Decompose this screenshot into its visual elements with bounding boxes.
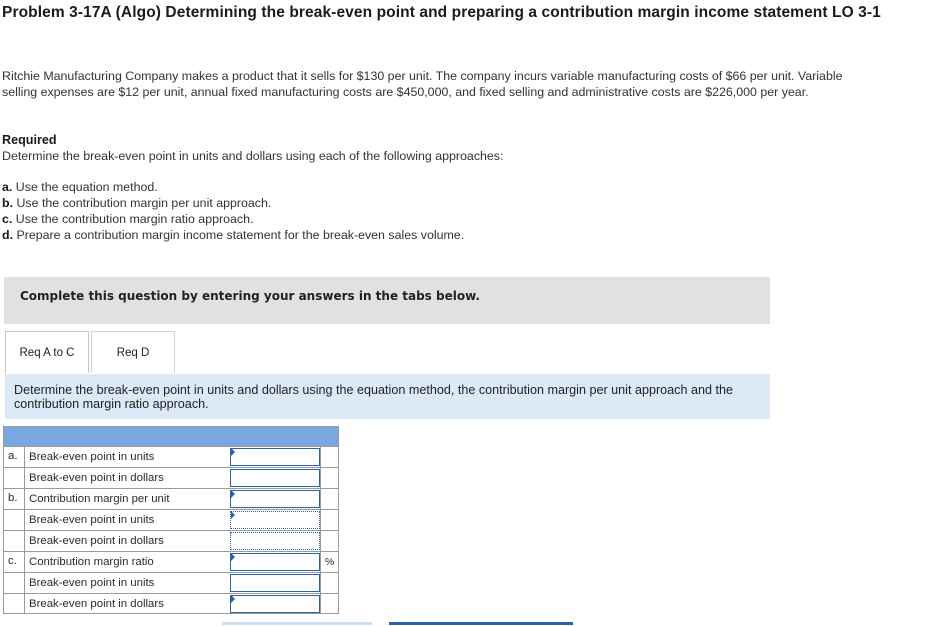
row-label: Break-even point in units — [24, 573, 230, 593]
input-marker-icon — [231, 490, 235, 498]
table-row — [4, 593, 338, 614]
row-label: Contribution margin per unit — [24, 489, 230, 509]
tab-req-d[interactable]: Req D — [91, 331, 175, 373]
table-header — [4, 427, 338, 446]
required-heading: Required — [2, 133, 57, 147]
row-label: Break-even point in dollars — [24, 531, 230, 551]
breakeven-dollars-ratio-input[interactable] — [230, 595, 320, 613]
requirement-d: d. Prepare a contribution margin income statement for the break-even sales volume. — [2, 228, 465, 242]
row-unit — [320, 594, 338, 614]
answer-table — [3, 426, 339, 614]
row-label: Contribution margin ratio — [24, 552, 230, 572]
row-unit — [320, 489, 338, 509]
requirement-c: c. Use the contribution margin ratio approach. — [2, 212, 254, 226]
breakeven-dollars-equation-input[interactable] — [230, 469, 320, 487]
row-label: Break-even point in dollars — [24, 468, 230, 488]
contribution-margin-per-unit-input[interactable] — [230, 490, 320, 508]
row-letter: a. — [8, 450, 18, 462]
table-row — [4, 530, 338, 551]
requirement-b: b. Use the contribution margin per unit approach. — [2, 196, 272, 210]
row-unit — [320, 510, 338, 530]
panel-text: Determine the break-even point in units and dollars using the equation method, the contribution margin per unit approach and the contribution margin ratio approach. — [14, 383, 733, 411]
tab-instructions-panel — [5, 374, 770, 419]
breakeven-dollars-cm-input[interactable] — [230, 532, 320, 550]
problem-description: Ritchie Manufacturing Company makes a product that it sells for $130 per unit. The company incurs variable manufacturing costs of $66 per unit. Variable selling expenses are $12 per unit, annual fixed manufacturing costs are $450,000, and fixed selling and administrative costs are $226,000 per year. — [2, 69, 843, 99]
previous-tab-button[interactable] — [222, 622, 372, 625]
table-row — [4, 488, 338, 509]
table-row — [4, 509, 338, 530]
breakeven-units-equation-input[interactable] — [230, 448, 320, 466]
input-marker-icon — [231, 595, 235, 603]
input-marker-icon — [231, 448, 235, 456]
table-row — [4, 572, 338, 593]
input-marker-icon — [231, 553, 235, 561]
row-label: Break-even point in units — [24, 510, 230, 530]
row-unit — [320, 468, 338, 488]
tab-req-a-to-c[interactable]: Req A to C — [5, 331, 89, 373]
table-row — [4, 551, 338, 572]
row-label: Break-even point in dollars — [24, 594, 230, 614]
next-tab-button[interactable] — [389, 622, 573, 625]
table-row — [4, 446, 338, 467]
instructions-banner — [4, 277, 770, 324]
requirement-a: a. Use the equation method. — [2, 180, 158, 194]
input-marker-icon — [231, 511, 235, 519]
table-row — [4, 467, 338, 488]
problem-title: Problem 3-17A (Algo) Determining the break-even point and preparing a contribution margin income statement LO 3-1 — [2, 4, 881, 21]
percent-unit: % — [320, 552, 338, 572]
row-unit — [320, 447, 338, 467]
row-letter: c. — [8, 555, 17, 567]
breakeven-units-cm-input[interactable] — [230, 511, 320, 529]
requirements-list — [2, 179, 702, 243]
row-label: Break-even point in units — [24, 447, 230, 467]
instructions-text: Complete this question by entering your answers in the tabs below. — [20, 289, 480, 303]
row-unit — [320, 573, 338, 593]
breakeven-units-ratio-input[interactable] — [230, 574, 320, 592]
contribution-margin-ratio-input[interactable] — [230, 553, 320, 571]
row-letter: b. — [8, 492, 18, 504]
row-unit — [320, 531, 338, 551]
required-text: Determine the break-even point in units and dollars using each of the following approaches: — [2, 149, 504, 163]
